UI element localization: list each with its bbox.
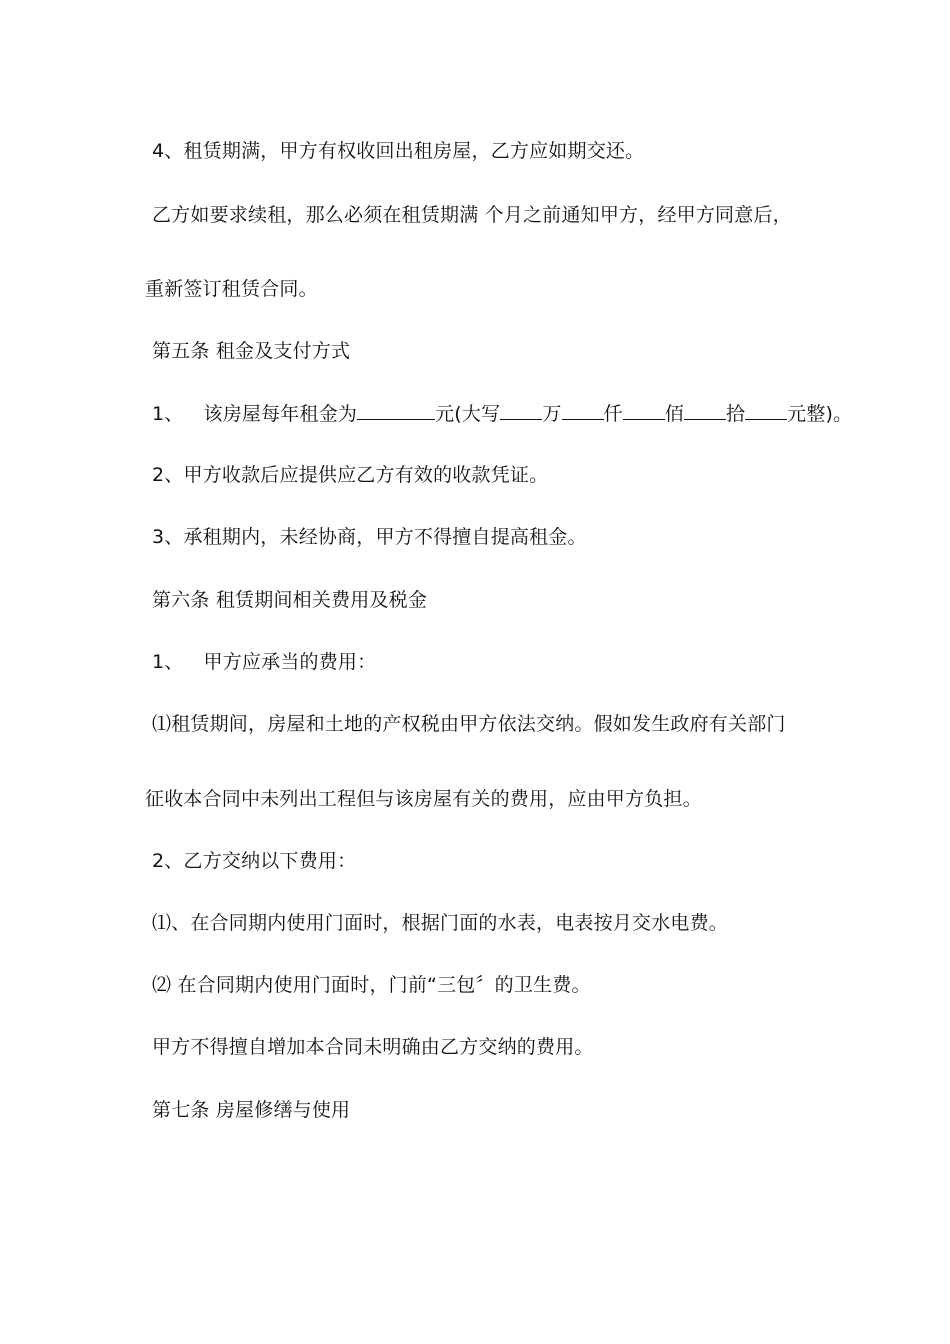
- clause-4-return-premises: 4、租赁期满，甲方有权收回出租房屋，乙方应如期交还。: [152, 140, 645, 162]
- wan-label: 万: [542, 403, 562, 425]
- renewal-notice-line: 乙方如要求续租，那么必须在租赁期满 个月之前通知甲方，经甲方同意后，: [152, 204, 792, 226]
- property-tax-continuation: 征收本合同中未列出工程但与该房屋有关的费用，应由甲方负担。: [145, 788, 702, 810]
- party-a-fees-number: 1、: [152, 651, 184, 673]
- party-a-fees-text: 甲方应承当的费用：: [203, 651, 377, 673]
- no-rent-increase-clause: 3、承租期内，未经协商，甲方不得擅自提高租金。: [152, 526, 587, 548]
- party-b-fees-heading: 2、乙方交纳以下费用：: [152, 850, 357, 872]
- rent-item-number: 1、: [152, 403, 184, 425]
- rent-suffix: 元整)。: [787, 403, 853, 425]
- rent-prefix: 该房屋每年租金为: [203, 403, 358, 425]
- party-a-fees-heading: [152, 650, 376, 674]
- receipt-clause: 2、甲方收款后应提供应乙方有效的收款凭证。: [152, 464, 549, 486]
- article-5-heading: 第五条 租金及支付方式: [152, 340, 351, 362]
- yuan-blank: [745, 401, 787, 420]
- qian-blank: [562, 401, 604, 420]
- sanitation-fee-clause: ⑵ 在合同期内使用门面时，门前“三包〞的卫生费。: [152, 974, 591, 996]
- utilities-fee-clause: ⑴、在合同期内使用门面时，根据门面的水表，电表按月交水电费。: [152, 912, 729, 934]
- rent-yuan-uppercase-label: 元(大写: [435, 403, 501, 425]
- renewal-notice-continuation: 重新签订租赁合同。: [145, 278, 318, 300]
- article-7-heading: 第七条 房屋修缮与使用: [152, 1099, 351, 1121]
- rent-amount-blank: [357, 401, 435, 420]
- shi-label: 拾: [725, 403, 746, 425]
- no-extra-fees-clause: 甲方不得擅自增加本合同未明确由乙方交纳的费用。: [152, 1036, 594, 1058]
- property-tax-clause: ⑴租赁期间，房屋和土地的产权税由甲方依法交纳。假如发生政府有关部门: [152, 713, 786, 735]
- rent-amount-line: [152, 401, 852, 426]
- shi-blank: [684, 401, 726, 420]
- article-6-heading: 第六条 租赁期间相关费用及税金: [152, 589, 428, 611]
- qian-label: 仟: [603, 403, 623, 425]
- bai-blank: [623, 401, 665, 420]
- bai-label: 佰: [664, 403, 684, 425]
- wan-blank: [500, 401, 542, 420]
